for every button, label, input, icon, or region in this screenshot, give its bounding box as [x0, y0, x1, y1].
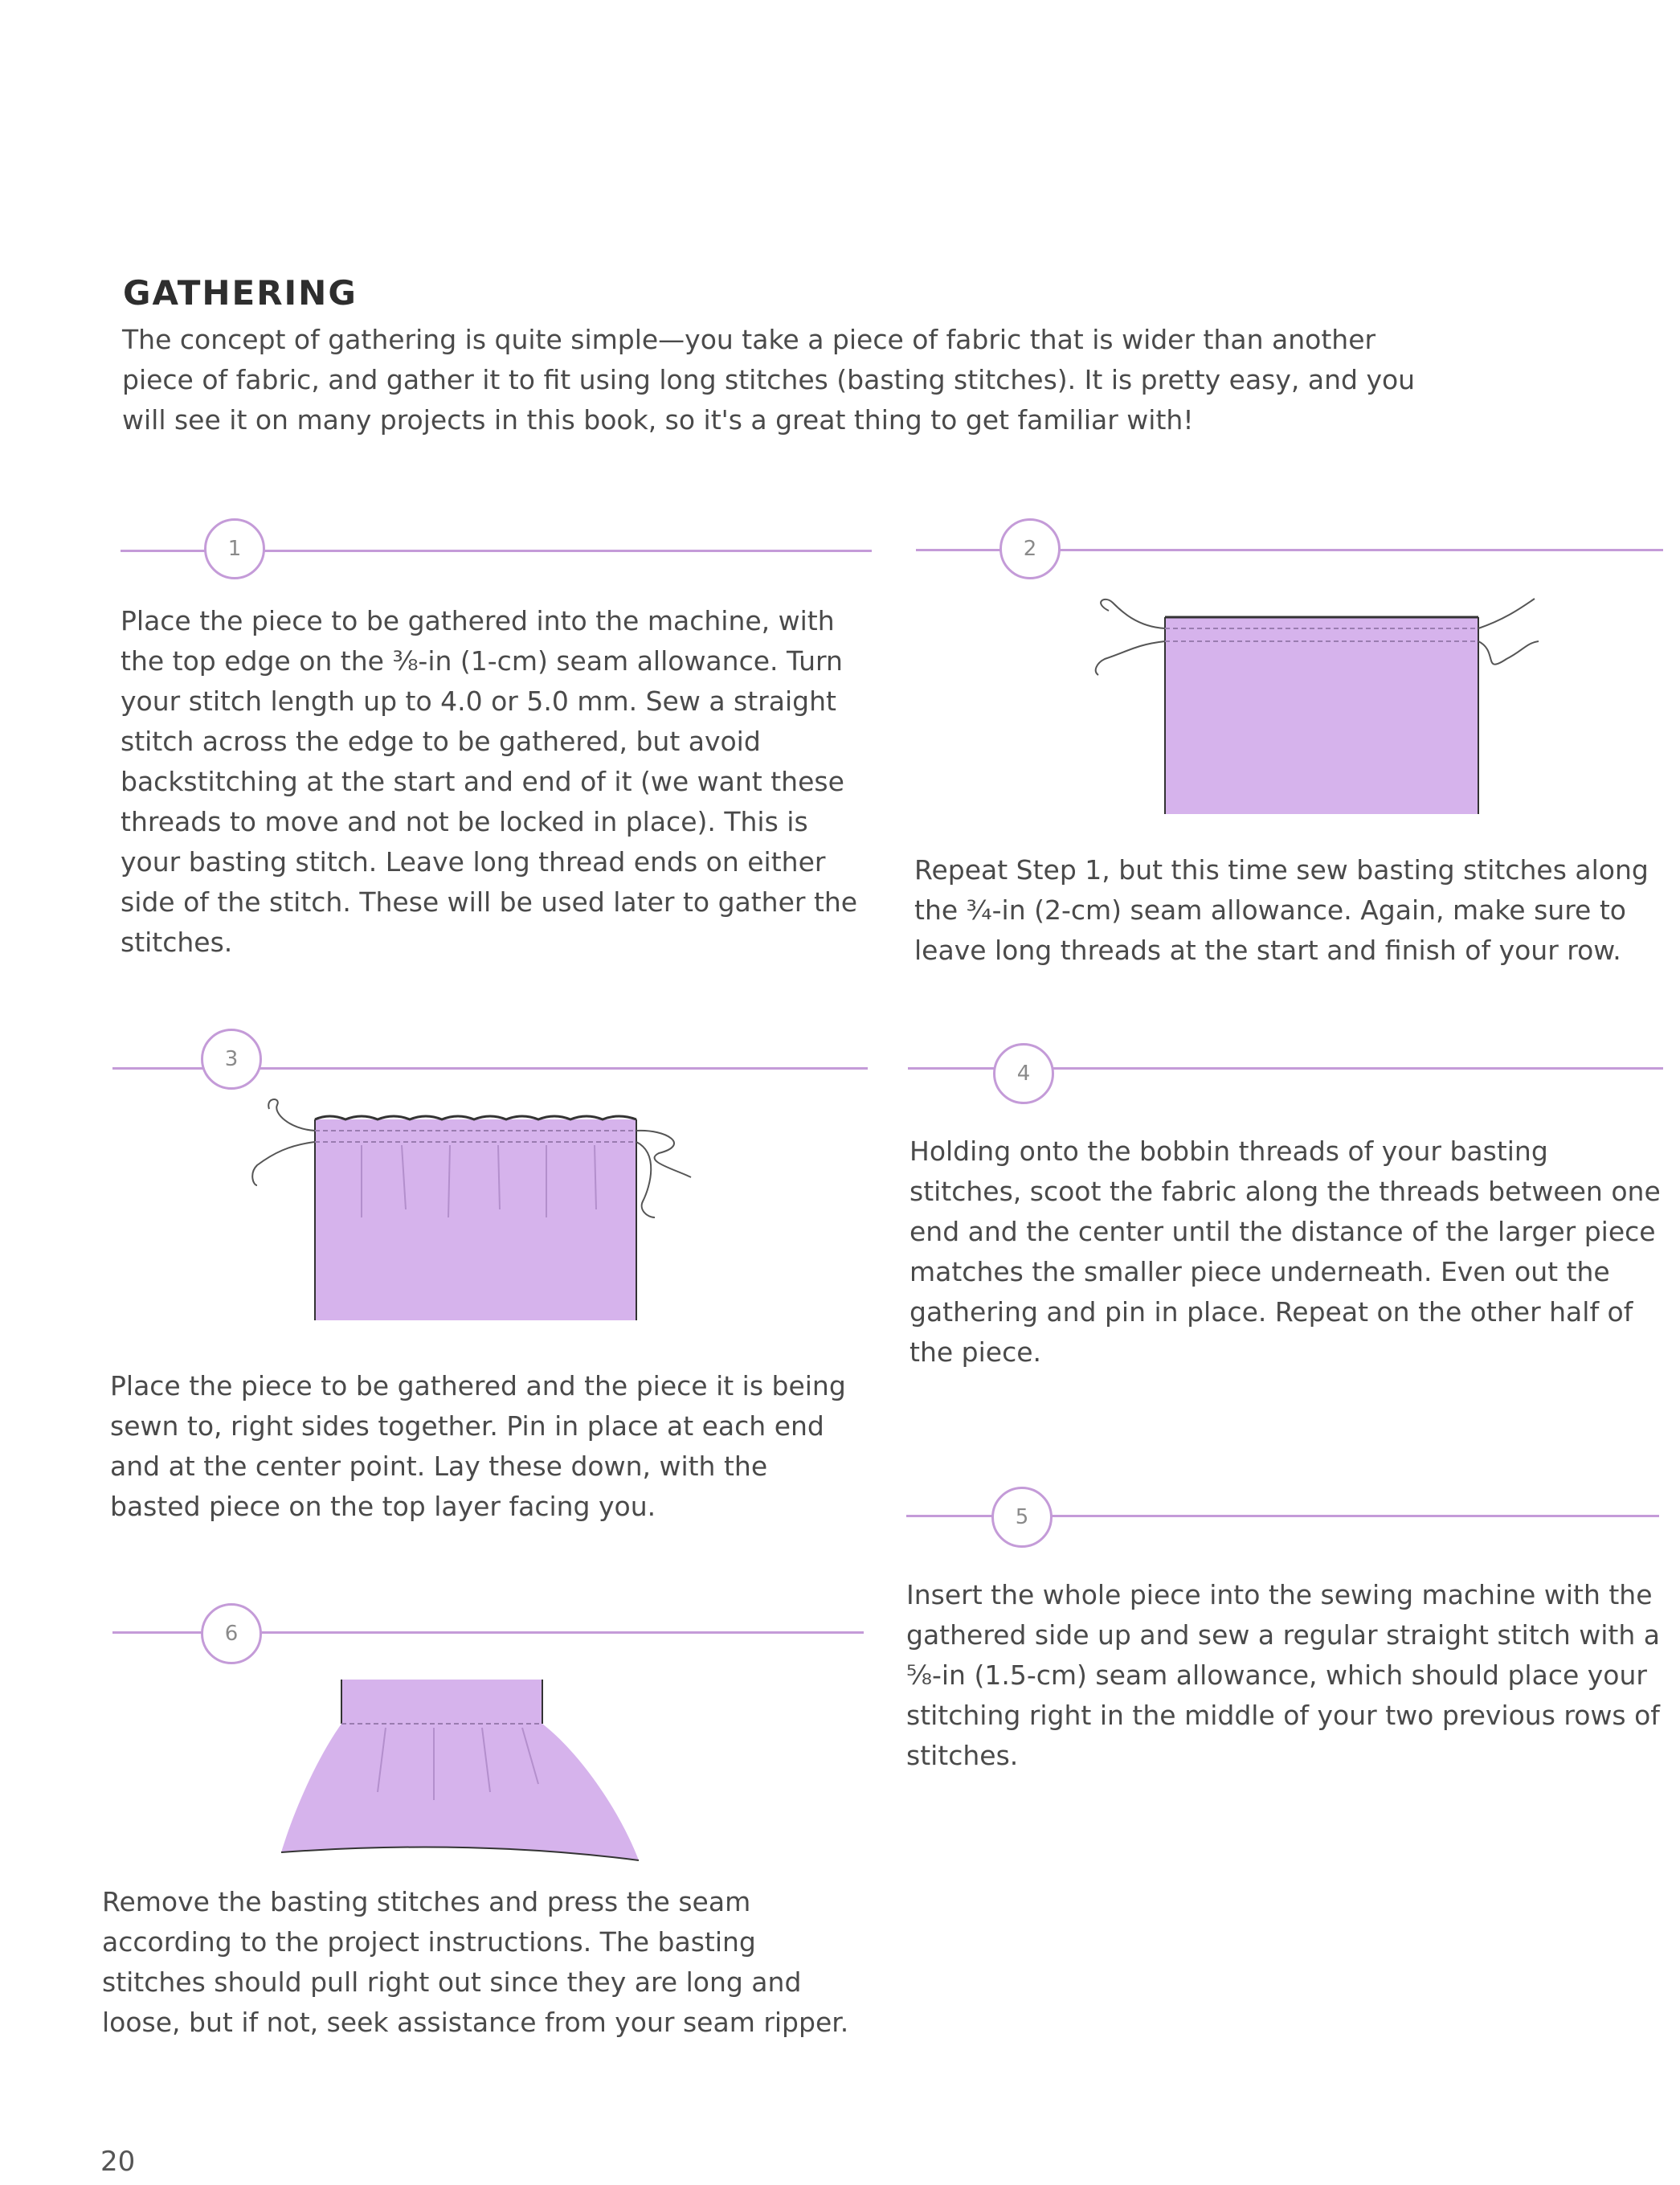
step-number-badge: 1 — [204, 518, 265, 579]
step-text: Remove the basting stitches and press the seam according to the project instructions. The basting stitches should pull right out since they are long and loose, but if not, seek assistance from your seam ripper. — [102, 1886, 849, 2038]
step-number-badge: 4 — [993, 1043, 1054, 1104]
step-number-badge: 3 — [201, 1029, 262, 1090]
step-text: Place the piece to be gathered and the piece it is being sewn to, right sides together. Pin in place at each end and at the center point. Lay these down, with the basted piece on the top layer facing you. — [110, 1370, 846, 1522]
gathered-fabric-illustration — [241, 1097, 723, 1330]
section-title: GATHERING — [123, 273, 358, 313]
step-text: Place the piece to be gathered into the machine, with the top edge on the ⅜-in (1-cm) seam allowance. Turn your stitch length up to 4.0 or 5.0 mm. Sew a straight stitch across the edge to be gathered, but avoid backstitching at the start and end of it (we want these threads to move and not be locked in place). This is your basting stitch. Leave long thread ends on either side of the stitch. These will be used later to gather the stitches. — [121, 605, 858, 958]
step-text: Holding onto the bobbin threads of your basting stitches, scoot the fabric along the threads between one end and the center until the distance of the larger piece matches the smaller piece underneath. Even out the gathering and pin in place. Repeat on the other half of the piece. — [909, 1135, 1661, 1368]
step-number-badge: 5 — [991, 1487, 1053, 1548]
intro-paragraph: The concept of gathering is quite simple—you take a piece of fabric that is wider than another piece of fabric, and gather it to fit using long stitches (basting stitches). It is pretty easy, and you will see it on many projects in this book, so it's a great thing to get familiar with! — [122, 324, 1416, 436]
skirt-illustration — [273, 1671, 651, 1864]
step-number-badge: 2 — [999, 518, 1061, 579]
basting-stitch-illustration — [1089, 595, 1555, 828]
step-text: Insert the whole piece into the sewing machine with the gathered side up and sew a regular straight stitch with a ⅝-in (1.5-cm) seam allowance, which should place your stitching right in the middle of your two previous rows of stitches. — [906, 1579, 1660, 1771]
step-text: Repeat Step 1, but this time sew basting stitches along the ¾-in (2-cm) seam allowance. Again, make sure to leave long threads at the start and finish of your row. — [914, 854, 1649, 966]
page-number: 20 — [100, 2146, 136, 2178]
step-number-badge: 6 — [201, 1603, 262, 1664]
